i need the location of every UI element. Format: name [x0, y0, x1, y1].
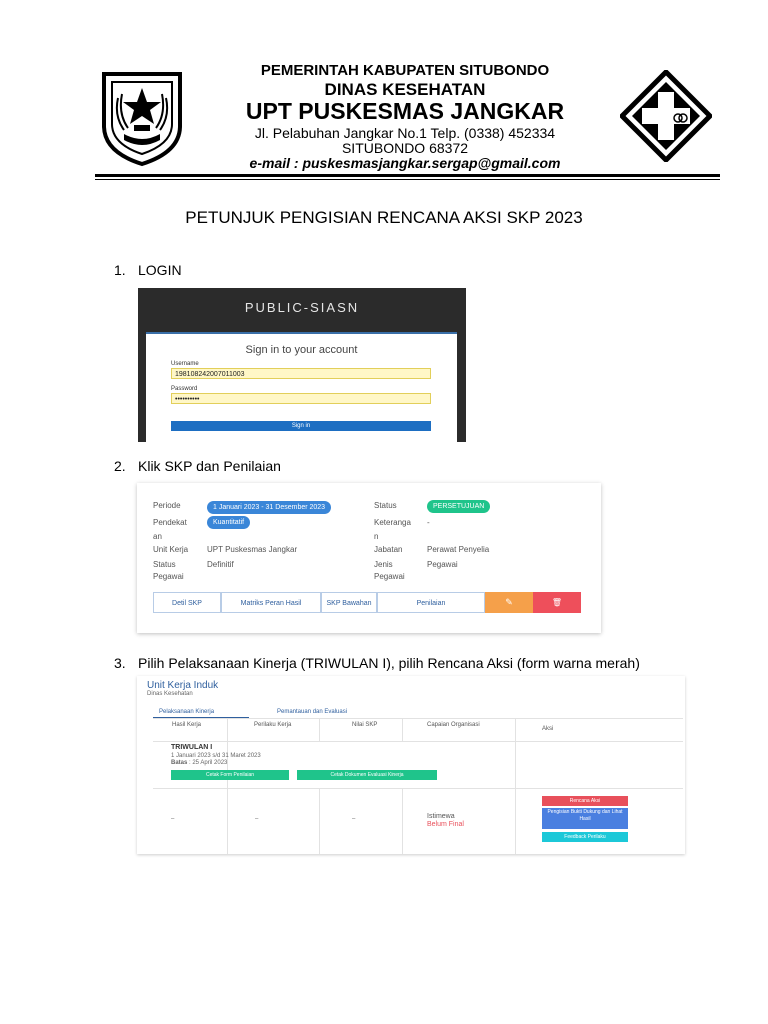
- header-capaian-organisasi: Capaian Organisasi: [427, 722, 480, 728]
- triwulan-title: TRIWULAN I: [171, 744, 213, 751]
- perilaku-kerja-cell: –: [255, 816, 259, 822]
- header-aksi: Aksi: [542, 726, 554, 732]
- status-label: Status: [374, 501, 397, 510]
- step-number: 2.: [114, 458, 126, 474]
- username-label: Username: [171, 361, 199, 367]
- keterangan-value: -: [427, 518, 430, 527]
- password-field[interactable]: ••••••••••: [171, 393, 431, 404]
- capaian-value: Istimewa: [427, 813, 455, 820]
- tab-pemantauan-evaluasi[interactable]: Pemantauan dan Evaluasi: [277, 709, 348, 715]
- sign-in-button[interactable]: Sign in: [171, 421, 431, 431]
- capaian-status: Belum Final: [427, 821, 464, 828]
- unit-kerja-induk-title: Unit Kerja Induk: [147, 680, 219, 691]
- feedback-perilaku-button[interactable]: Feedback Perilaku: [542, 832, 628, 842]
- government-name: PEMERINTAH KABUPATEN SITUBONDO: [260, 62, 550, 79]
- batas-value: : 25 April 2023: [189, 760, 228, 766]
- puskesmas-logo: [620, 70, 712, 162]
- status-pegawai-label-wrap: Pegawai: [153, 572, 184, 581]
- periode-label: Periode: [153, 501, 181, 510]
- jenis-pegawai-label-wrap: Pegawai: [374, 572, 405, 581]
- login-card: [146, 332, 457, 442]
- col-divider: [402, 788, 403, 854]
- status-pegawai-label: Status: [153, 560, 176, 569]
- triwulan-deadline: [171, 760, 227, 766]
- edit-icon: ✎: [505, 597, 513, 607]
- status-pegawai-value: Definitif: [207, 560, 234, 569]
- step-2: [114, 458, 281, 474]
- header-bottom-rule: [153, 741, 683, 742]
- jabatan-label: Jabatan: [374, 545, 403, 554]
- cetak-form-penilaian-button[interactable]: Cetak Form Penilaian: [171, 770, 289, 780]
- tab-penilaian[interactable]: Penilaian: [377, 592, 485, 613]
- row-rule: [153, 788, 683, 789]
- cetak-dokumen-evaluasi-button[interactable]: Cetak Dokumen Evaluasi Kinerja: [297, 770, 437, 780]
- step-1: [114, 262, 182, 278]
- delete-button[interactable]: [533, 592, 581, 613]
- step-3: [114, 655, 640, 671]
- step-number: 3.: [114, 655, 126, 671]
- col-divider: [319, 718, 320, 741]
- periode-pill: 1 Januari 2023 - 31 Desember 2023: [207, 501, 331, 514]
- step-text: LOGIN: [138, 262, 182, 278]
- batas-label: Batas: [171, 760, 188, 766]
- jenis-pegawai-value: Pegawai: [427, 560, 458, 569]
- pengisian-bukti-dukung-button[interactable]: Pengisian Bukti Dukung dan Lihat Hasil: [542, 808, 628, 829]
- tab-matriks-peran-hasil[interactable]: Matriks Peran Hasil: [221, 592, 321, 613]
- nilai-skp-cell: –: [352, 816, 356, 822]
- address: Jl. Pelabuhan Jangkar No.1 Telp. (0338) 452334: [254, 125, 556, 141]
- step-text: Pilih Pelaksanaan Kinerja (TRIWULAN I), pilih Rencana Aksi (form warna merah): [138, 655, 640, 671]
- username-field[interactable]: 198108242007011003: [171, 368, 431, 379]
- col-divider: [227, 718, 228, 854]
- step-number: 1.: [114, 262, 126, 278]
- keterangan-label-wrap: n: [374, 532, 379, 541]
- tab-skp-bawahan[interactable]: SKP Bawahan: [321, 592, 377, 613]
- tab-pelaksanaan-kinerja[interactable]: Pelaksanaan Kinerja: [159, 709, 215, 715]
- unit-kerja-induk-subtitle: Dinas Kesehatan: [147, 691, 193, 697]
- jabatan-value: Perawat Penyelia: [427, 545, 490, 554]
- kinerja-screenshot: [137, 676, 685, 854]
- step-text: Klik SKP dan Penilaian: [138, 458, 281, 474]
- header-hasil-kerja: Hasil Kerja: [172, 722, 202, 728]
- hasil-kerja-cell: –: [171, 816, 175, 822]
- col-divider: [402, 718, 403, 741]
- header-nilai-skp: Nilai SKP: [352, 722, 378, 728]
- login-screenshot: [138, 288, 466, 442]
- edit-button[interactable]: [485, 592, 533, 613]
- pendekatan-label: Pendekat: [153, 518, 187, 527]
- document-title: PETUNJUK PENGISIAN RENCANA AKSI SKP 2023: [185, 208, 583, 227]
- institution-name: UPT PUSKESMAS JANGKAR: [245, 98, 565, 124]
- letterhead-rule-thin: [95, 179, 720, 180]
- situbondo-regency-emblem: [98, 68, 186, 168]
- keterangan-label: Keteranga: [374, 518, 411, 527]
- password-label: Password: [171, 386, 198, 392]
- header-perilaku-kerja: Perilaku Kerja: [254, 722, 292, 728]
- unit-kerja-label: Unit Kerja: [153, 545, 189, 554]
- status-pill: PERSETUJUAN: [427, 500, 490, 513]
- letterhead-rule-thick: [95, 174, 720, 177]
- email: e-mail : puskesmasjangkar.sergap@gmail.com: [249, 155, 561, 171]
- triwulan-range: 1 Januari 2023 s/d 31 Maret 2023: [171, 753, 261, 759]
- pendekatan-label-wrap: an: [153, 532, 162, 541]
- col-divider: [319, 788, 320, 854]
- login-brand: PUBLIC-SIASN: [244, 300, 360, 315]
- unit-kerja-value: UPT Puskesmas Jangkar: [207, 545, 298, 554]
- trash-icon: 🗑: [551, 598, 563, 607]
- col-divider: [515, 718, 516, 854]
- city-postal: SITUBONDO 68372: [341, 140, 469, 156]
- jenis-pegawai-label: Jenis: [374, 560, 393, 569]
- department-name: DINAS KESEHATAN: [324, 80, 486, 99]
- header-top-rule: [153, 718, 683, 719]
- login-card-title: Sign in to your account: [245, 344, 358, 356]
- pendekatan-pill: Kuantitatif: [207, 516, 250, 529]
- tab-detil-skp[interactable]: Detil SKP: [153, 592, 221, 613]
- rencana-aksi-button[interactable]: Rencana Aksi: [542, 796, 628, 806]
- skp-screenshot: [137, 483, 601, 633]
